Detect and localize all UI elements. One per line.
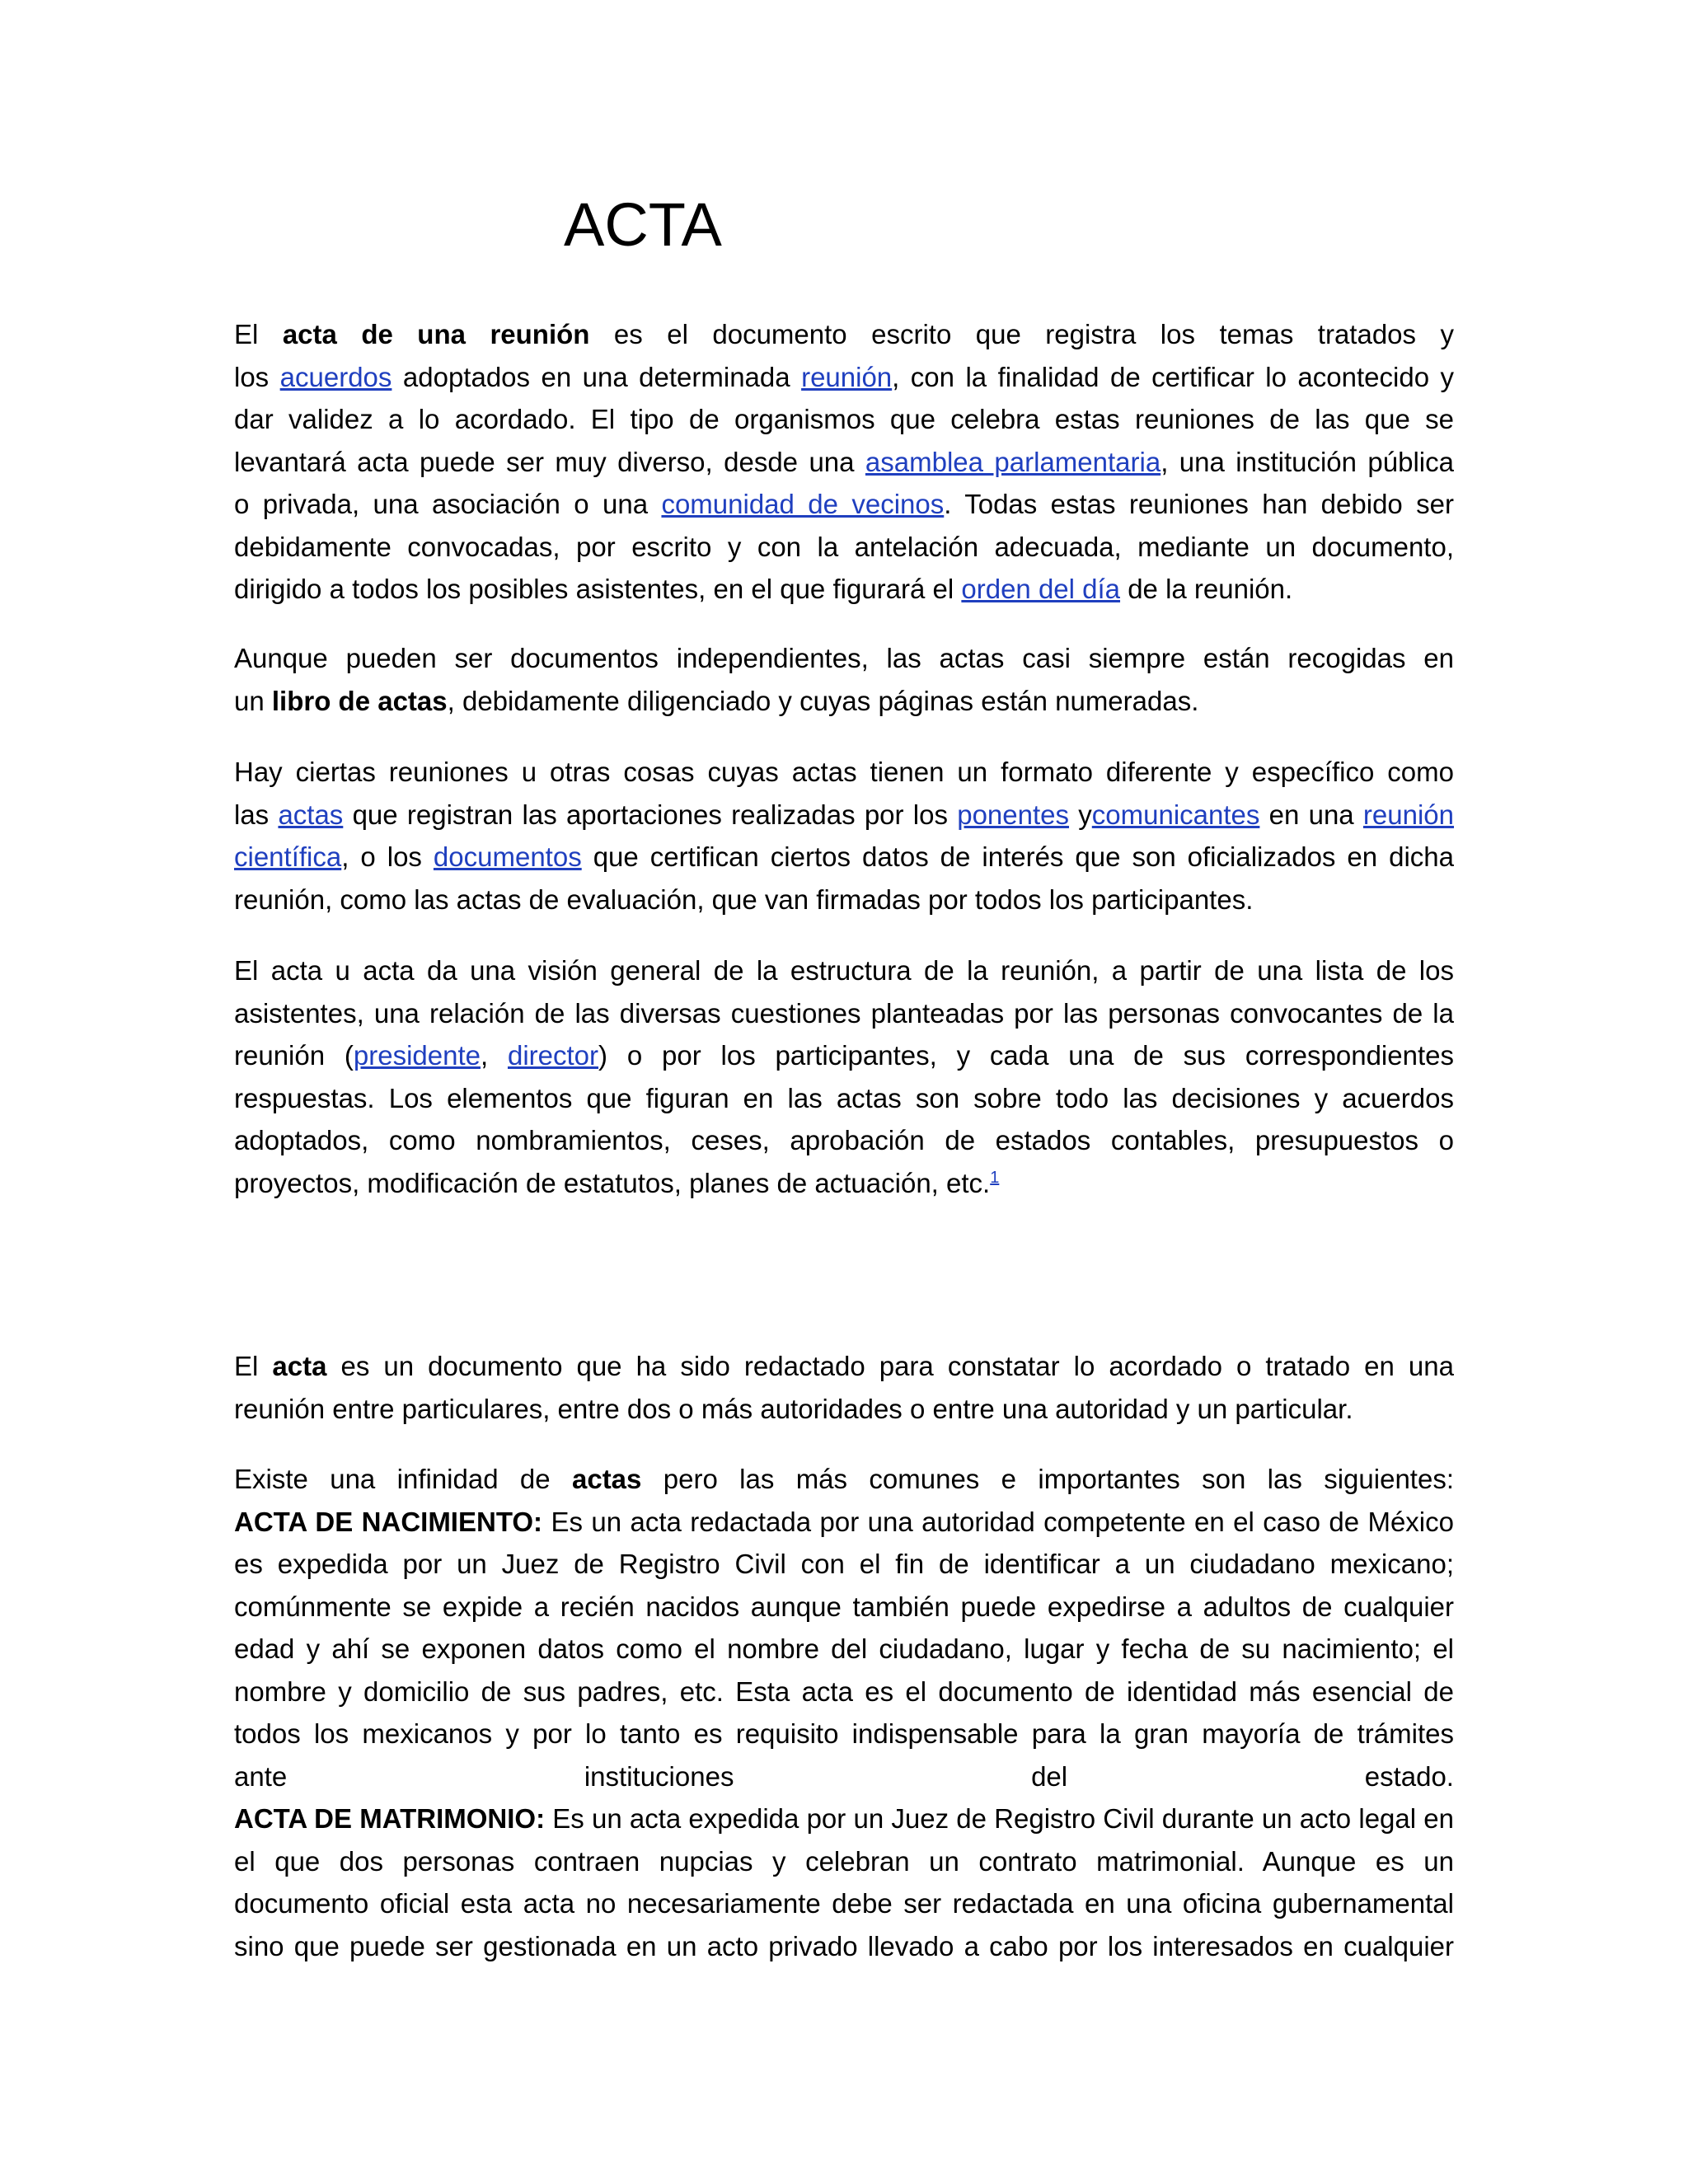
text-run: Es un acta redactada por una autoridad competente en el caso de México bbox=[542, 1506, 1454, 1537]
text-run: los bbox=[234, 361, 280, 392]
text-run: . Todas estas reuniones han debido ser bbox=[944, 489, 1454, 519]
link-ponentes[interactable]: ponentes bbox=[957, 799, 1070, 830]
text-run: reunión ( bbox=[234, 1040, 354, 1071]
footnote-link[interactable]: 1 bbox=[990, 1168, 1000, 1187]
text-run: , bbox=[481, 1040, 508, 1071]
link-acuerdos[interactable]: acuerdos bbox=[279, 361, 392, 392]
text-run: ) o por los participantes, y cada una de sus correspondientes bbox=[598, 1040, 1454, 1071]
link-actas[interactable]: actas bbox=[278, 799, 344, 830]
text-line: dar validez a lo acordado. El tipo de organismos que celebra estas reuniones de las que se bbox=[234, 404, 1454, 434]
text-line: el que dos personas contraen nupcias y celebran un contrato matrimonial. Aunque es un bbox=[234, 1845, 1454, 1877]
text-line bbox=[234, 483, 1454, 526]
link-documentos[interactable]: documentos bbox=[433, 841, 582, 872]
text-run: estado. bbox=[1364, 1760, 1454, 1792]
text-run: proyectos, modificación de estatutos, planes de actuación, etc. bbox=[234, 1167, 991, 1198]
text-line bbox=[234, 1162, 1454, 1205]
text-line: nombre y domicilio de sus padres, etc. Esta acta es el documento de identidad más esencial de bbox=[234, 1675, 1454, 1707]
text-line: es expedida por un Juez de Registro Civil con el fin de identificar a un ciudadano mexicano; bbox=[234, 1549, 1454, 1579]
text-run: de la reunión. bbox=[1120, 574, 1293, 604]
text-line: debidamente convocadas, por escrito y con la antelación adecuada, mediante un documento, bbox=[234, 531, 1454, 562]
text-line: respuestas. Los elementos que figuran en las actas son sobre todo las decisiones y acuerdos bbox=[234, 1082, 1454, 1113]
text-run: que certifican ciertos datos de interés que son oficializados en dicha bbox=[581, 841, 1454, 872]
text-run: , con la finalidad de certificar lo acontecido y bbox=[892, 361, 1455, 392]
paragraph-2 bbox=[234, 637, 1454, 722]
text-run: en una bbox=[1259, 799, 1363, 830]
text-line: sino que puede ser gestionada en un acto privado llevado a cabo por los interesados en cualquier bbox=[234, 1930, 1454, 1961]
text-run: El bbox=[234, 319, 283, 349]
text-line: todos los mexicanos y por lo tanto es requisito indispensable para la gran mayoría de trámites bbox=[234, 1718, 1454, 1749]
text-run: que registran las aportaciones realizadas por los bbox=[343, 799, 958, 830]
text-line bbox=[234, 1501, 1454, 1544]
paragraph-5 bbox=[234, 1345, 1454, 1430]
text-run: ante bbox=[234, 1760, 288, 1792]
text-line: asistentes, una relación de las diversas cuestiones planteadas por las personas convocantes de la bbox=[234, 997, 1454, 1029]
text-run: es el documento escrito que registra los temas tratados y bbox=[589, 319, 1454, 349]
text-line bbox=[234, 568, 1454, 611]
link-reunion-cientifica[interactable]: científica bbox=[234, 841, 342, 872]
link-reunion[interactable]: reunión bbox=[801, 361, 893, 392]
link-presidente[interactable]: presidente bbox=[353, 1040, 481, 1071]
text-run: es un documento que ha sido redactado para constatar lo acordado o tratado en una bbox=[326, 1351, 1454, 1381]
paragraph-1 bbox=[234, 313, 1454, 611]
text-run: , o los bbox=[341, 841, 434, 872]
bold-term: actas bbox=[571, 1464, 642, 1494]
text-run: del bbox=[1031, 1760, 1068, 1792]
section-heading-nacimiento: ACTA DE NACIMIENTO: bbox=[234, 1506, 543, 1537]
text-run: Es un acta expedida por un Juez de Registro Civil durante un acto legal en bbox=[545, 1803, 1454, 1834]
text-run: un bbox=[234, 685, 272, 716]
paragraph-6 bbox=[234, 1458, 1454, 1967]
text-run: pero las más comunes e importantes son las siguientes: bbox=[641, 1464, 1454, 1494]
text-line: reunión, como las actas de evaluación, que van firmadas por todos los participantes. bbox=[234, 883, 1254, 915]
text-line: documento oficial esta acta no necesariamente debe ser redactada en una oficina gubernamental bbox=[234, 1888, 1454, 1919]
text-run: y bbox=[1069, 799, 1092, 830]
text-line bbox=[234, 1755, 1454, 1798]
text-line: Hay ciertas reuniones u otras cosas cuyas actas tienen un formato diferente y específico como bbox=[234, 757, 1454, 787]
text-line: comúnmente se expide a recién nacidos aunque también puede expedirse a adultos de cualquier bbox=[234, 1591, 1454, 1622]
text-line: adoptados, como nombramientos, ceses, aprobación de estados contables, presupuestos o bbox=[234, 1125, 1454, 1155]
text-run: , debidamente diligenciado y cuyas páginas están numeradas. bbox=[447, 685, 1199, 716]
text-line bbox=[234, 313, 1454, 356]
text-line bbox=[234, 794, 1454, 837]
link-asamblea-parlamentaria[interactable]: asamblea parlamentaria bbox=[865, 446, 1161, 477]
bold-term: acta bbox=[272, 1351, 327, 1381]
text-run: instituciones bbox=[584, 1760, 734, 1792]
text-line bbox=[234, 356, 1454, 399]
bold-term: libro de actas bbox=[271, 685, 448, 716]
section-heading-matrimonio: ACTA DE MATRIMONIO: bbox=[234, 1803, 546, 1834]
page-title: ACTA bbox=[564, 190, 722, 259]
link-comunidad-de-vecinos[interactable]: comunidad de vecinos bbox=[661, 489, 945, 519]
text-run: levantará acta puede ser muy diverso, desde una bbox=[234, 446, 865, 477]
text-line: edad y ahí se exponen datos como el nombre del ciudadano, lugar y fecha de su nacimiento; el bbox=[234, 1633, 1454, 1664]
text-run: adoptados en una determinada bbox=[392, 361, 802, 392]
link-comunicantes[interactable]: comunicantes bbox=[1091, 799, 1260, 830]
text-line bbox=[234, 1797, 1454, 1840]
text-run: dirigido a todos los posibles asistentes, en el que figurará el bbox=[234, 574, 962, 604]
text-line bbox=[234, 836, 1454, 879]
link-director[interactable]: director bbox=[507, 1040, 599, 1071]
text-line bbox=[234, 1345, 1454, 1388]
text-line bbox=[234, 1034, 1454, 1077]
text-run: Existe una infinidad de bbox=[234, 1464, 572, 1494]
text-line bbox=[234, 1458, 1454, 1501]
paragraph-4 bbox=[234, 949, 1454, 1204]
text-line bbox=[234, 441, 1454, 484]
text-run: las bbox=[234, 799, 279, 830]
text-run: , una institución pública bbox=[1160, 446, 1454, 477]
text-line: Aunque pueden ser documentos independientes, las actas casi siempre están recogidas en bbox=[234, 643, 1454, 673]
text-line: reunión entre particulares, entre dos o más autoridades o entre una autoridad y un particular. bbox=[234, 1393, 1353, 1424]
text-line: El acta u acta da una visión general de la estructura de la reunión, a partir de una lista de los bbox=[234, 955, 1454, 986]
link-orden-del-dia[interactable]: orden del día bbox=[961, 574, 1121, 604]
text-run: o privada, una asociación o una bbox=[234, 489, 662, 519]
text-line bbox=[234, 680, 1454, 723]
link-reunion-cientifica[interactable]: reunión bbox=[1362, 799, 1455, 830]
paragraph-3 bbox=[234, 751, 1454, 921]
text-run: El bbox=[234, 1351, 273, 1381]
bold-term: acta de una reunión bbox=[282, 319, 590, 349]
